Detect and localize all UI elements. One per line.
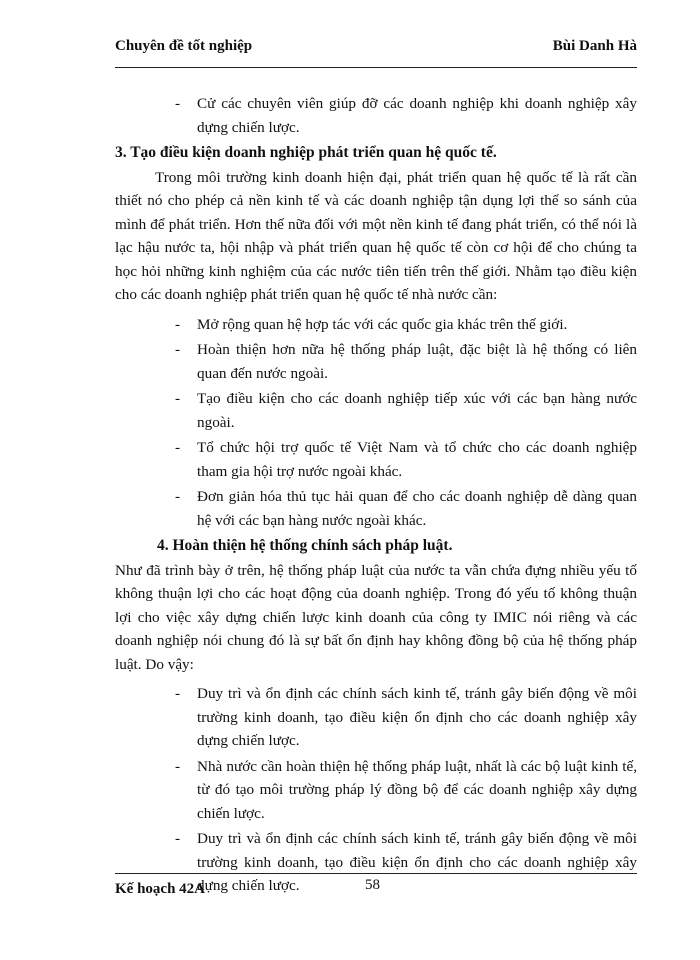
list-item-text: Hoàn thiện hơn nữa hệ thống pháp luật, đặc biệt là hệ thống có liên quan đến nước ngoài. xyxy=(197,341,637,382)
list-item xyxy=(115,436,637,483)
list-item-text: Duy trì và ổn định các chính sách kinh tế, tránh gây biến động về môi trường kinh doanh, tạo điều kiện ổn định cho các doanh nghiệp xây dựng chiến lược. xyxy=(197,830,637,894)
header-document-title: Chuyên đề tốt nghiệp xyxy=(115,38,253,54)
footer-rule xyxy=(115,873,637,874)
list-item-text: Tạo điều kiện cho các doanh nghiệp tiếp xúc với các bạn hàng nước ngoài. xyxy=(197,390,637,431)
header-rule xyxy=(115,67,637,68)
page-footer xyxy=(115,877,637,903)
list-item xyxy=(115,313,637,337)
bullet-dash-icon: - xyxy=(175,488,181,505)
list-item-text: Mở rộng quan hệ hợp tác với các quốc gia khác trên thế giới. xyxy=(197,315,568,333)
section-3-paragraph: Trong môi trường kinh doanh hiện đại, phát triển quan hệ quốc tế là rất cần thiết nó cho phép cả nền kinh tế và các doanh nghiệp tận dụng lợi thế so sánh của mình để phát triển. Hơn thế nữa đối với một nền kinh tế đang phát triển, có thể nói là lạc hậu nước ta, hội nhập và phát triển quan hệ quốc tế còn cơ hội để cho chúng ta học hỏi những kinh nghiệm của các nước tiên tiến trên thế giới. Nhằm tạo điều kiện cho các doanh nghiệp phát triển quan hệ quốc tế nhà nước cần: xyxy=(115,168,637,303)
page-header xyxy=(115,38,637,58)
list-item xyxy=(115,92,637,139)
bullet-dash-icon: - xyxy=(175,341,181,358)
page-number: 58 xyxy=(365,877,380,893)
list-item xyxy=(115,755,637,826)
section-4-paragraph: Như đã trình bày ở trên, hệ thống pháp luật của nước ta vẫn chứa đựng nhiều yếu tố không thuận lợi cho các hoạt động của doanh nghiệp. Trong đó yếu tố không thuận lợi cho việc xây dựng chiến lược kinh doanh của công ty IMIC nói riêng và các doanh nghiệp nói chung đó là sự bất ổn định hay không đồng bộ của hệ thống pháp luật. Do vậy: xyxy=(115,561,637,673)
bullet-dash-icon: - xyxy=(175,315,181,333)
list-item-text: Duy trì và ổn định các chính sách kinh tế, tránh gây biến động về môi trường kinh doanh, tạo điều kiện ổn định cho các doanh nghiệp xây dựng chiến lược. xyxy=(197,685,637,749)
list-item xyxy=(115,682,637,753)
bullet-dash-icon: - xyxy=(175,685,181,702)
list-item-text: Cử các chuyên viên giúp đỡ các doanh nghiệp khi doanh nghiệp xây dựng chiến lược. xyxy=(197,95,637,136)
section-4-heading: 4. Hoàn thiện hệ thống chính sách pháp luật. xyxy=(157,537,453,554)
bullet-dash-icon: - xyxy=(175,390,181,407)
bullet-dash-icon: - xyxy=(175,95,181,112)
list-item-text: Đơn giản hóa thủ tục hải quan để cho các doanh nghiệp dễ dàng quan hệ với các bạn hàng nước ngoài khác. xyxy=(197,488,637,529)
footer-class-label: Kế hoạch 42A xyxy=(115,881,205,897)
list-item-text: Tổ chức hội trợ quốc tế Việt Nam và tổ chức cho các doanh nghiệp tham gia hội trợ nước ngoài khác. xyxy=(197,439,637,480)
bullet-dash-icon: - xyxy=(175,830,181,847)
section-3-heading: 3. Tạo điều kiện doanh nghiệp phát triển quan hệ quốc tế. xyxy=(115,144,497,161)
header-author-name: Bùi Danh Hà xyxy=(552,38,637,54)
list-item xyxy=(115,387,637,434)
bullet-dash-icon: - xyxy=(175,439,181,456)
list-item xyxy=(115,485,637,532)
page-body xyxy=(115,92,637,900)
list-item xyxy=(115,338,637,385)
bullet-dash-icon: - xyxy=(175,757,181,775)
list-item-text: Nhà nước cần hoàn thiện hệ thống pháp luật, nhất là các bộ luật kinh tế, từ đó tạo môi trường pháp lý đồng bộ để các doanh nghiệp xây dựng chiến lược. xyxy=(197,757,637,822)
